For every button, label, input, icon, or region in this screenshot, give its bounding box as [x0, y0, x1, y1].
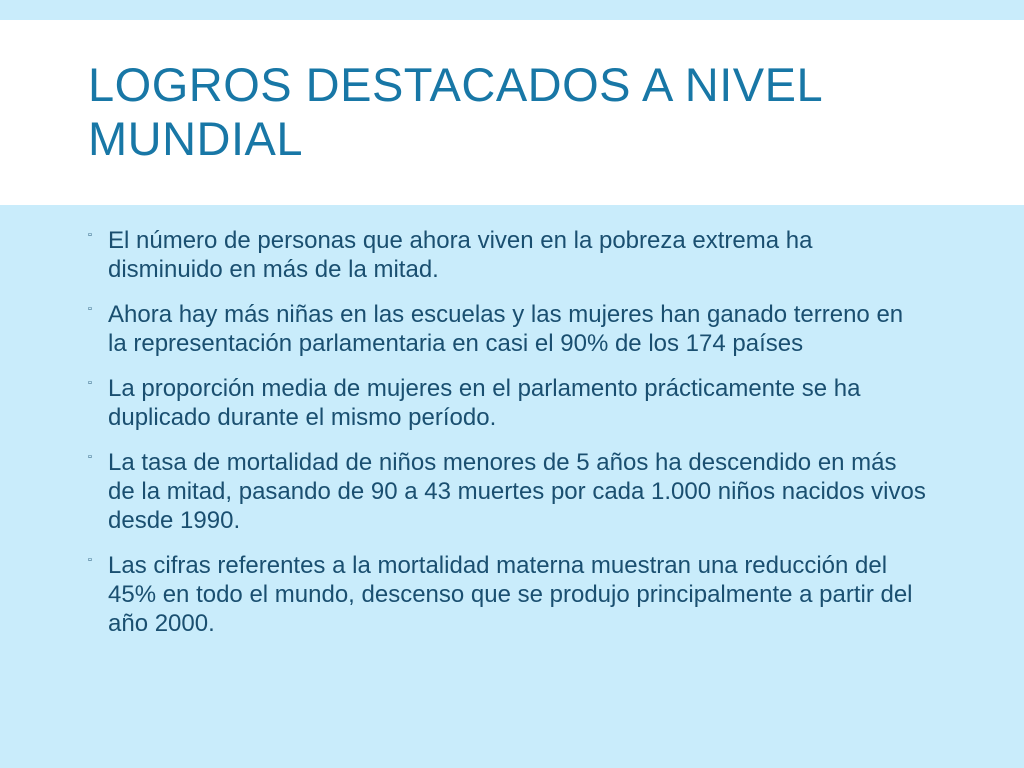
bullet-text: La tasa de mortalidad de niños menores de 5 años ha descendido en más de la mitad, pasando de 90 a 43 muertes por cada 1.000 niños nacidos vivos desde 1990.	[108, 449, 926, 534]
top-strip	[0, 0, 1024, 20]
bullet-item-child-mortality	[88, 448, 928, 535]
bullet-text: El número de personas que ahora viven en la pobreza extrema ha disminuido en más de la mitad.	[108, 227, 813, 283]
bullet-marker-icon: ▫	[88, 554, 92, 566]
slide-content	[88, 226, 928, 654]
bullet-item-poverty	[88, 226, 928, 284]
title-band	[0, 20, 1024, 205]
bullet-text: Las cifras referentes a la mortalidad materna muestran una reducción del 45% en todo el mundo, descenso que se produjo principalmente a partir del año 2000.	[108, 552, 913, 637]
bullet-marker-icon: ▫	[88, 377, 92, 389]
bullet-list	[88, 226, 928, 638]
bullet-marker-icon: ▫	[88, 303, 92, 315]
slide-title: LOGROS DESTACADOS A NIVEL MUNDIAL	[88, 58, 822, 165]
bullet-marker-icon: ▫	[88, 451, 92, 463]
bullet-text: La proporción media de mujeres en el parlamento prácticamente se ha duplicado durante el mismo período.	[108, 375, 861, 431]
bullet-text: Ahora hay más niñas en las escuelas y las mujeres han ganado terreno en la representación parlamentaria en casi el 90% de los 174 países	[108, 301, 904, 357]
bullet-item-parliament-women	[88, 374, 928, 432]
bullet-marker-icon: ▫	[88, 229, 92, 241]
bullet-item-maternal-mortality	[88, 551, 928, 638]
bullet-item-girls-schools	[88, 300, 928, 358]
